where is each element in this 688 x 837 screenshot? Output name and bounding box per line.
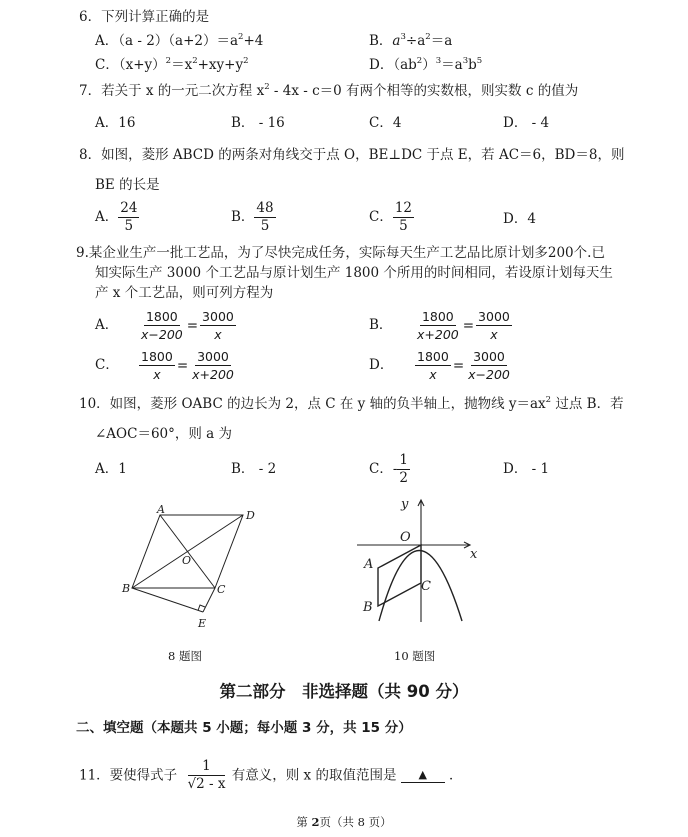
q11-answer-blank[interactable]: ▲ [401, 768, 445, 783]
q7-option-a: A．16 [95, 115, 136, 131]
q6-option-c: C．$(x+y)^2=x^2+xy+y^2$ [95, 56, 249, 73]
q9-option-a: A． $\frac{1800}{x-200}$ = $\frac{3000}{x}$ [95, 309, 234, 342]
q7-stem: 7．若关于 x 的一元二次方程 $x^2 - 4x - c=0$ 有两个相等的实数根，则实数 c 的值为 [79, 82, 579, 99]
page-footer: 第 2页（共 8 页） [296, 815, 392, 829]
q8-option-b: B． $\frac{48}{5}$ [231, 200, 274, 234]
label-e: E [198, 617, 207, 630]
figure-10-caption: 10 题图 [394, 649, 436, 663]
segment-be [132, 588, 203, 612]
q9-line-2: 知实际生产 3000 个工艺品与原计划生产 1800 个所用的时间相同，若设原计划每天生 [95, 265, 613, 281]
rhombus-oabc [378, 545, 421, 606]
diagonal-bd [132, 515, 243, 588]
q10-option-b: B． - 2 [231, 461, 277, 477]
part-2-title: 第二部分 非选择题（共 90 分） [219, 682, 469, 701]
q8-option-c: C． $\frac{12}{5}$ [369, 200, 413, 234]
q10-option-d: D． - 1 [503, 461, 550, 477]
sqrt-sign: √ [187, 776, 197, 792]
label-c: C [421, 579, 431, 594]
q6-stem: 6．下列计算正确的是 [79, 9, 210, 25]
label-d: D [246, 509, 255, 522]
label-a: A [364, 557, 374, 572]
q9-line-1: 9.某企业生产一批工艺品，为了尽快完成任务，实际每天生产工艺品比原计划多200个.已 [76, 245, 605, 261]
label-b: B [363, 600, 373, 615]
q9-line-3: 产 x 个工艺品，则可列方程为 [95, 285, 274, 301]
q10-stem: 10．如图，菱形 OABC 的边长为 2，点 C 在 y 轴的负半轴上，抛物线 $y=ax^2$ 过点 B．若 [79, 395, 624, 412]
label-c: C [217, 583, 226, 596]
label-b: B [122, 582, 131, 595]
q9-option-b: B． $\frac{1800}{x+200}$ = $\frac{3000}{x}$ [369, 309, 510, 342]
q6-option-a: A．$(a - 2)(a+2)=a^2+4$ [95, 32, 264, 49]
q6-option-b: B．$a^3\div a^2=a$ [369, 32, 453, 49]
q7-option-b: B． - 16 [231, 115, 285, 131]
q8-option-d: D．4 [503, 211, 536, 227]
q8-stem-2: BE 的长是 [95, 177, 160, 193]
label-o: O [400, 530, 411, 545]
q9-option-c: C． $\frac{1800}{x}$ = $\frac{3000}{x+200}$ [95, 349, 234, 382]
figure-8-caption: 8 题图 [168, 649, 202, 663]
q10-option-a: A．1 [95, 461, 127, 477]
q8-stem: 8．如图，菱形 ABCD 的两条对角线交于点 O，BE⊥DC 于点 E，若 AC＝6，BD＝8，则 [79, 147, 625, 163]
section-2-heading: 二、填空题（本题共 5 小题；每小题 3 分，共 15 分） [76, 720, 412, 736]
figure-8-rhombus [110, 500, 270, 635]
q10-option-c: C．- $\frac{1}{2}$ [369, 452, 408, 486]
figure-10-parabola [355, 492, 485, 632]
q11-stem: 11．要使得式子 $\frac{1}{√2 - x}$ 有意义，则 x 的取值范围是 ▲ ． [79, 758, 463, 792]
q8-option-a: A． $\frac{24}{5}$ [95, 200, 138, 234]
label-o: O [182, 554, 192, 567]
label-a: A [157, 503, 165, 516]
label-y: y [401, 497, 409, 512]
q7-option-c: C．4 [369, 115, 402, 131]
label-x: x [470, 547, 478, 562]
q10-stem-2: ∠AOC＝60°，则 a 为 [95, 426, 233, 442]
q9-option-d: D． $\frac{1800}{x}$ = $\frac{3000}{x-200}$ [369, 349, 510, 382]
segment-ce [203, 588, 215, 612]
q7-option-d: D． - 4 [503, 115, 550, 131]
q6-option-d: D．$(ab^2)^3=a^3b^5$ [369, 56, 483, 73]
